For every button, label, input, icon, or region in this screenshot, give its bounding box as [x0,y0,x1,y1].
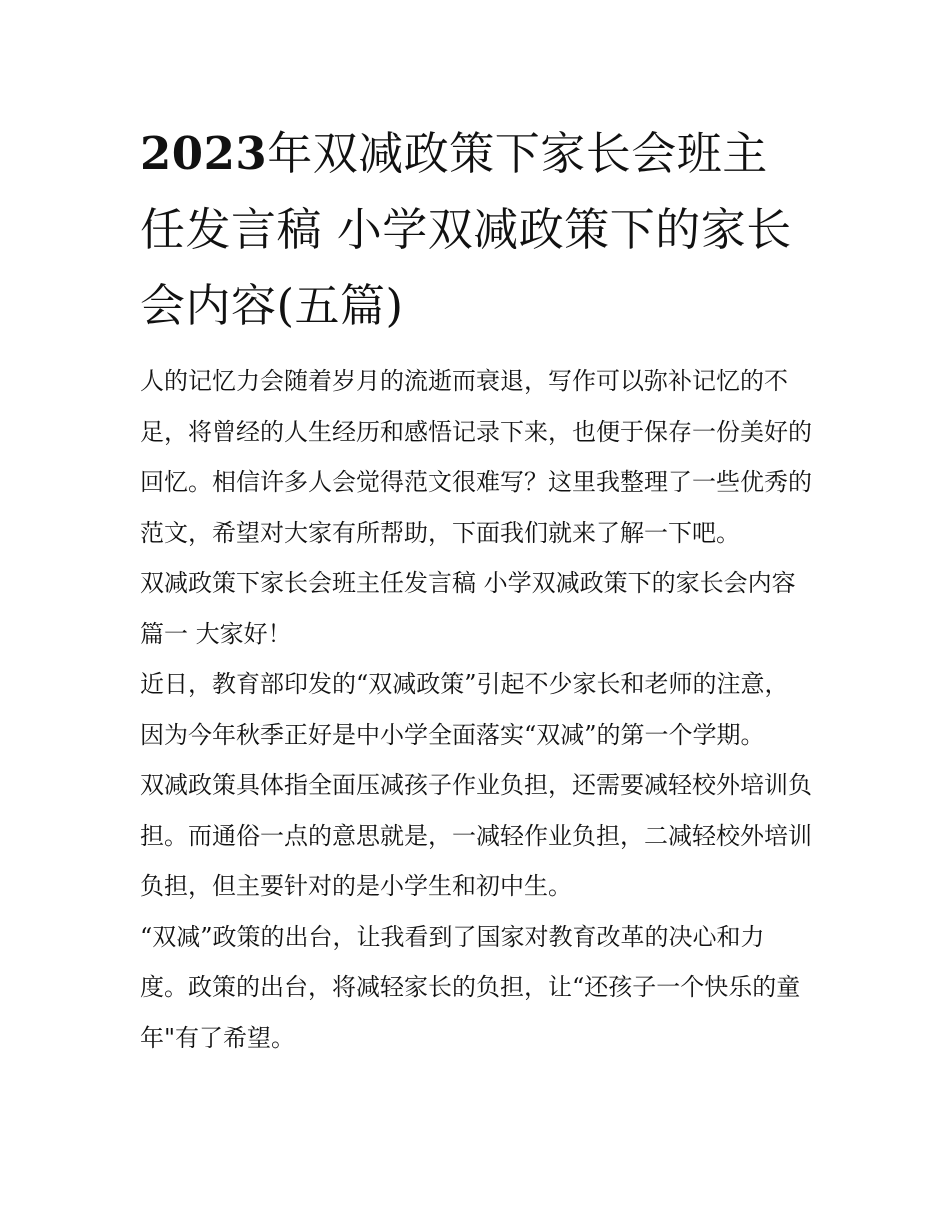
title-year: 2023 [140,127,268,180]
document-body [140,116,812,1063]
paragraph-policy-definition: 双减政策具体指全面压减孩子作业负担，还需要减轻校外培训负担。而通俗一点的意思就是，一减轻作业负担，二减轻校外培训负担，但主要针对的是小学生和初中生。 [140,771,812,900]
document-title [140,116,812,344]
paragraph-policy-impact: “双减”政策的出台，让我看到了国家对教育改革的决心和力度。政策的出台，将减轻家长的负担，让“还孩子一个快乐的童年"有了希望。 [140,922,801,1052]
paragraph-section-heading: 双减政策下家长会班主任发言稿 小学双减政策下的家长会内容篇一 大家好！ [140,569,796,648]
paragraph-news: 近日，教育部印发的“双减政策”引起不少家长和老师的注意，因为今年秋季正好是中小学全面落实“双减”的第一个学期。 [140,670,789,749]
title-text: 年双减政策下家长会班主任发言稿 小学双减政策下的家长会内容(五篇) [140,127,792,332]
paragraph-intro: 人的记忆力会随着岁月的流逝而衰退，写作可以弥补记忆的不足，将曾经的人生经历和感悟记录下来，也便于保存一份美好的回忆。相信许多人会觉得范文很难写？这里我整理了一些优秀的范文，希望对大家有所帮助，下面我们就来了解一下吧。 [140,367,812,547]
